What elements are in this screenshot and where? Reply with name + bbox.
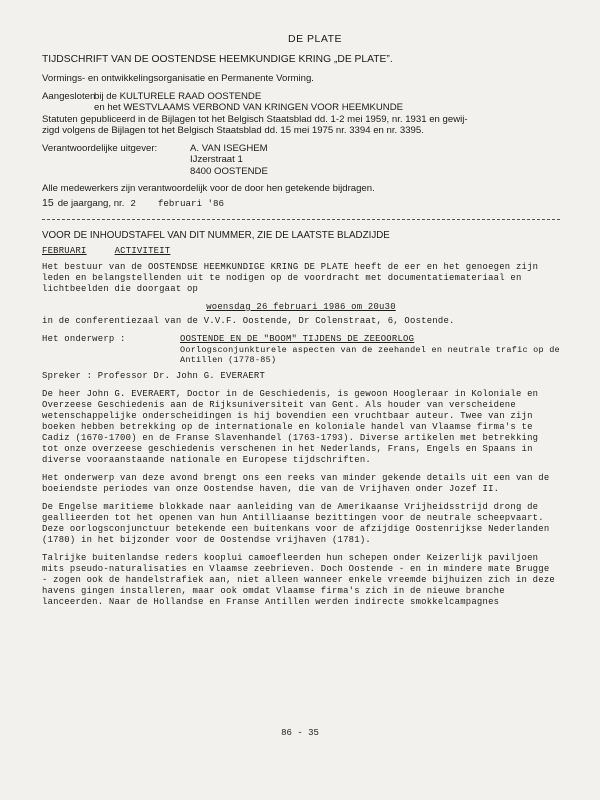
affiliation-block [42, 91, 560, 114]
activity-intro: Het bestuur van de OOSTENDSE HEEMKUNDIGE KRING DE PLATE heeft de eer en het genoegen zijn leden en belangstellenden uit te nodigen op de voordracht met documentatiemateriaal en lichtbeelden die doorgaat op [42, 261, 539, 294]
paragraph: Talrijke buitenlandse reders kooplui camoefleerden hun schepen onder Keizerlijk paviljoen mits pseudo-naturalisaties en Vlaamse zeebrieven. Doch Oostende - en in mindere mate Brugge - zogen ook de handelstrafiek aan, niet alleen wanneer enkele vreemde bijhuizen zich in deze havens gingen installeren, maar ook omdat Vlaamse firma's zich in de nieuwe branche lanceerden. Naar de Hollandse en Franse Antillen werden indirecte smokkelcampagnes [42, 552, 555, 607]
editor-label: Verantwoordelijke uitgever: [42, 142, 158, 154]
speaker-line: Spreker : Professor Dr. John G. EVERAERT [42, 370, 266, 381]
issue-number: 2 [130, 197, 136, 209]
paragraph: De heer John G. EVERAERT, Doctor in de Geschiedenis, is gewoon Hoogleraar in Koloniale en Overzeese Geschiedenis aan de Rijksuniversiteit van Gent. Als houder van verscheidene wetenschappelijke onderscheidingen is hij bovendien een vruchtbaar auteur. Twee van zijn boeken hebben betrekking op de internationale en koloniale handel van Vlaamse firma's te Cadiz (1670-1700) en de Franse Slavenhandel (1763-1793). Diverse artikelen met betrekking tot onze overzeese geschiedenis verschenen in het Nederlands, Frans, Engels en Spaans in diverse vooraanstaande nationale en Europese tijdschriften. [42, 388, 539, 465]
editor-city: 8400 OOSTENDE [190, 165, 268, 177]
subject-title: OOSTENDE EN DE "BOOM" TIJDENS DE ZEEOORLOG [180, 333, 415, 344]
page-folio: 86 - 35 [281, 728, 319, 738]
activity-heading [42, 246, 560, 257]
toc-notice: VOOR DE INHOUDSTAFEL VAN DIT NUMMER, ZIE DE LAATSTE BLADZIJDE [42, 229, 390, 241]
statutes-line-1: Statuten gepubliceerd in de Bijlagen tot het Belgisch Staatsblad dd. 1-2 mei 1959, nr. 1931 en gewij- [42, 113, 468, 125]
paragraph: De Engelse maritieme blokkade naar aanleiding van de Amerikaanse Vrijheidsstrijd drong de geallieerden tot het openen van hun Antilliaanse bezittingen voor de neutrale scheepvaart. Deze oorlogsconjunctuur betekende een buitenkans voor de afzijdige Oostenrijkse Nederlanden (1780) in het bijzonder voor de Oostendse vrijhaven (1781). [42, 501, 550, 545]
activity-heading-month: FEBRUARI [42, 245, 87, 256]
issue-label: de jaargang, nr. [57, 197, 125, 209]
separator-rule [42, 219, 560, 220]
activity-venue: in de conferentiezaal van de V.V.F. Oostende, Dr Colenstraat, 6, Oostende. [42, 315, 455, 326]
activity-heading-label: ACTIVITEIT [114, 245, 171, 256]
disclaimer: Alle medewerkers zijn verantwoordelijk voor de door hen getekende bijdragen. [42, 183, 375, 194]
affiliation-line-2: en het WESTVLAAMS VERBOND VAN KRINGEN VOOR HEEMKUNDE [94, 102, 404, 113]
organisation-line: Vormings- en ontwikkelingsorganisatie en Permanente Vorming. [42, 73, 314, 84]
subject-detail: Oorlogsconjunkturele aspecten van de zeehandel en neutrale trafic op de Antillen (1778-85) [180, 344, 560, 365]
editor-name: A. VAN ISEGHEM [190, 142, 268, 154]
subject-label: Het onderwerp : [42, 333, 126, 344]
editor-block [42, 143, 560, 178]
journal-title: TIJDSCHRIFT VAN DE OOSTENDSE HEEMKUNDIGE KRING „DE PLATE”. [42, 53, 393, 65]
paragraph: Het onderwerp van deze avond brengt ons een reeks van minder gekende details uit een van de boeiendste periodes van onze Oostendse haven, die van de Vrijhaven onder Jozef II. [42, 472, 550, 494]
affiliation-label: Aangesloten [42, 90, 96, 102]
subject-block [42, 334, 560, 365]
issue-line [42, 197, 560, 209]
affiliation-line-1: bij de KULTURELE RAAD OOSTENDE [94, 90, 262, 102]
article-body [42, 246, 560, 608]
issue-volume: 15 [42, 196, 54, 209]
statutes-line-2: zigd volgens de Bijlagen tot het Belgisch Staatsblad dd. 15 mei 1975 nr. 3394 en nr. 3395. [42, 125, 424, 136]
issue-month: februari '86 [157, 197, 225, 209]
masthead [42, 34, 560, 195]
activity-date: woensdag 26 februari 1986 om 20u30 [206, 301, 396, 312]
editor-street: IJzerstraat 1 [190, 154, 243, 165]
page-title: DE PLATE [288, 33, 342, 45]
